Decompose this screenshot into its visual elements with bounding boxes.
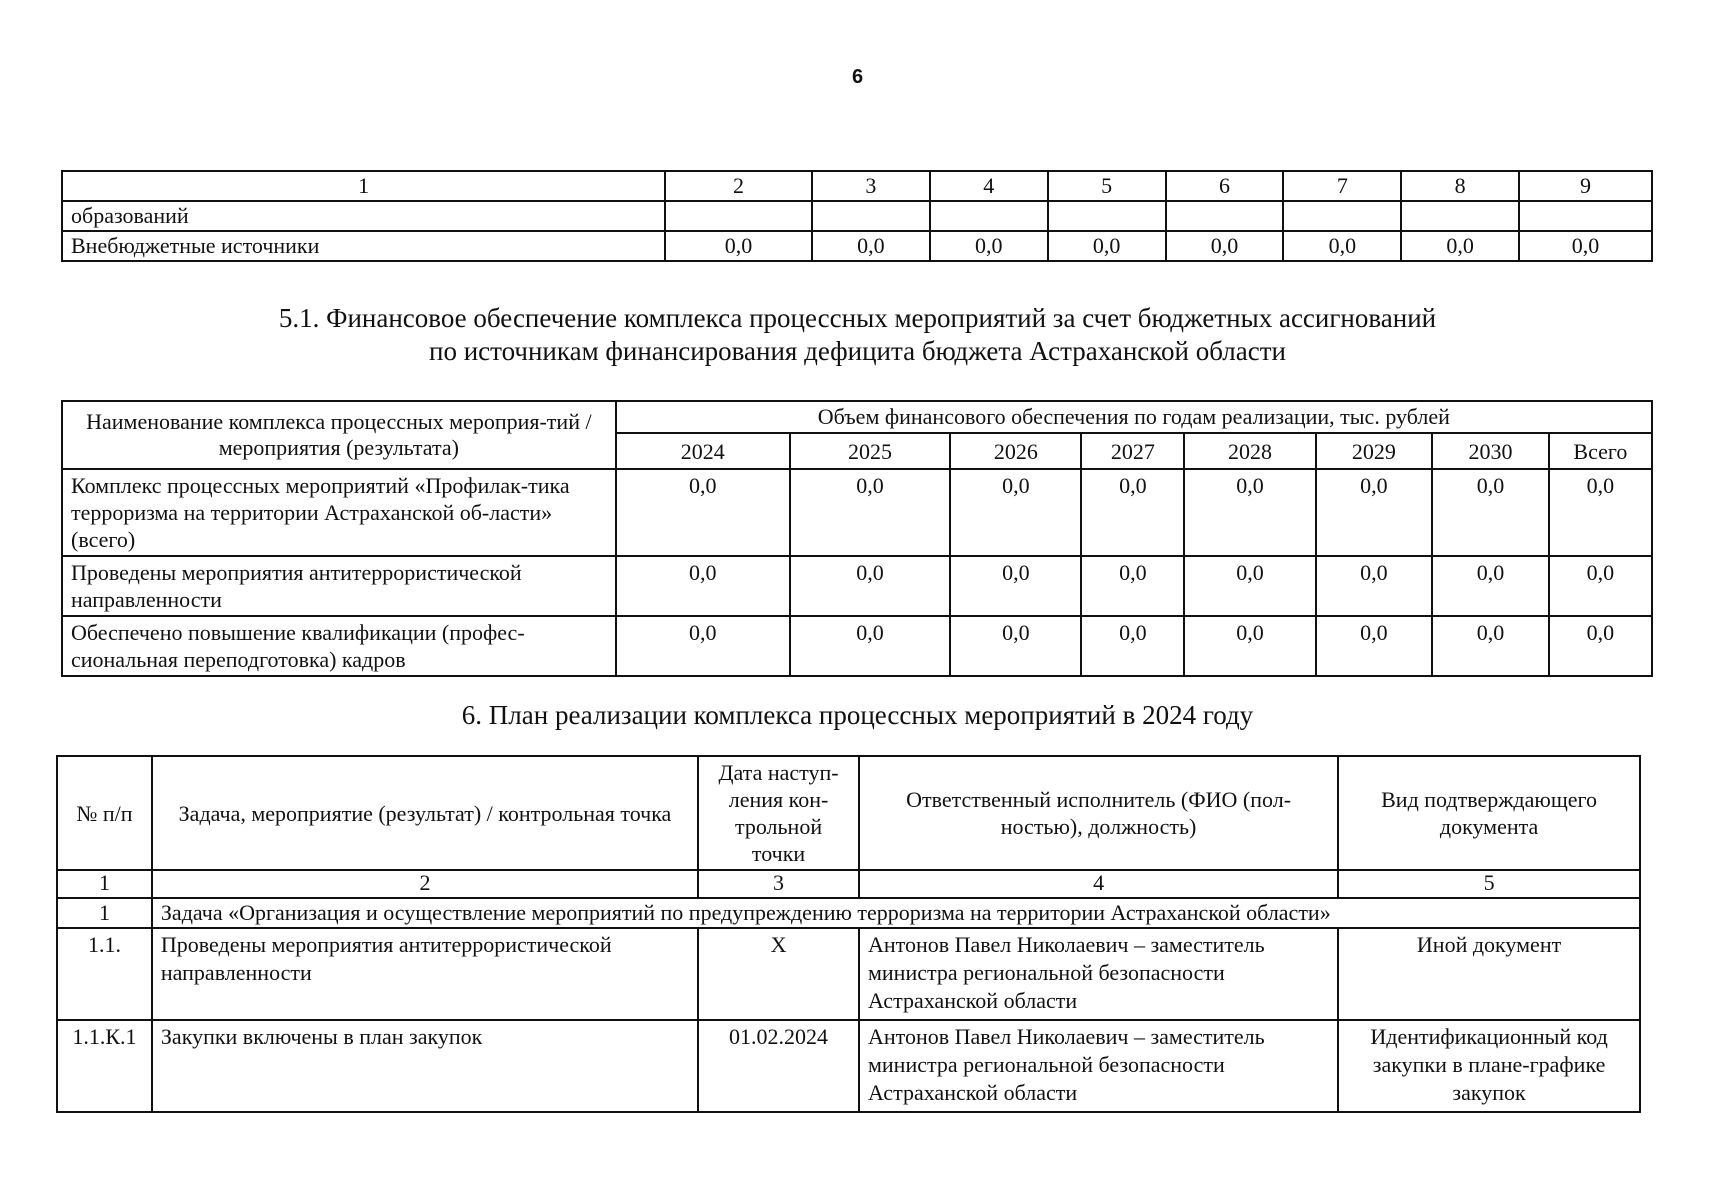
document-column-header: Вид подтверждающего документа [1338, 756, 1640, 870]
table-row [62, 469, 1652, 556]
cell-value: 0,0 [616, 556, 790, 616]
table-header-row [62, 171, 1652, 201]
cell-value: 0,0 [812, 231, 930, 261]
section-51-heading [0, 302, 1715, 368]
cell-value: 0,0 [1081, 616, 1184, 676]
row-label: Внебюджетные источники [62, 231, 665, 261]
row-date: X [698, 928, 859, 1020]
cell-value: 0,0 [790, 556, 950, 616]
row-task: Закупки включены в план закупок [152, 1020, 698, 1112]
row-executor: Антонов Павел Николаевич – заместитель министра региональной безопасности Астраханской области [859, 928, 1338, 1020]
row-name: Проведены мероприятия антитеррористической направленности [62, 556, 616, 616]
cell-value: 0,0 [616, 469, 790, 556]
table-row [57, 1020, 1640, 1112]
cell-value: 0,0 [1081, 469, 1184, 556]
num-column-header: № п/п [57, 756, 152, 870]
cell-value [1166, 201, 1284, 231]
column-number: 4 [859, 870, 1338, 898]
year-header: 2027 [1081, 433, 1184, 469]
cell-value: 0,0 [1432, 469, 1549, 556]
table-row [62, 616, 1652, 676]
cell-value [665, 201, 812, 231]
row-executor: Антонов Павел Николаевич – заместитель министра региональной безопасности Астраханской области [859, 1020, 1338, 1112]
column-index-row [57, 870, 1640, 898]
section-51-heading-line: 5.1. Финансовое обеспечение комплекса процессных мероприятий за счет бюджетных ассигнований [278, 303, 1437, 333]
cell-value: 0,0 [1081, 556, 1184, 616]
cell-value: 0,0 [1166, 231, 1284, 261]
year-header: 2026 [950, 433, 1081, 469]
total-header: Всего [1549, 433, 1652, 469]
cell-value: 0,0 [1316, 616, 1433, 676]
task-column-header: Задача, мероприятие (результат) / контрольная точка [152, 756, 698, 870]
cell-value: 0,0 [1184, 556, 1315, 616]
page-number: 6 [851, 66, 864, 88]
cell-value: 0,0 [1549, 616, 1652, 676]
cell-value: 0,0 [1316, 556, 1433, 616]
year-header: 2030 [1432, 433, 1549, 469]
section-6-heading: 6. План реализации комплекса процессных мероприятий в 2024 году [461, 700, 1254, 730]
table-header-row [57, 756, 1640, 870]
row-label: образований [62, 201, 665, 231]
row-document: Идентификационный код закупки в плане-графике закупок [1338, 1020, 1640, 1112]
cell-value: 0,0 [790, 616, 950, 676]
cell-value: 0,0 [1283, 231, 1401, 261]
year-header: 2024 [616, 433, 790, 469]
cell-value: 0,0 [1048, 231, 1166, 261]
implementation-plan-table [56, 755, 1641, 1113]
cell-value: 0,0 [1432, 616, 1549, 676]
table-row [62, 201, 1652, 231]
row-document: Иной документ [1338, 928, 1640, 1020]
row-name: Комплекс процессных мероприятий «Профилак-тика терроризма на территории Астраханской об-ласти» (всего) [62, 469, 616, 556]
cell-value: 0,0 [790, 469, 950, 556]
column-number: 2 [152, 870, 698, 898]
cell-value: 0,0 [1432, 556, 1549, 616]
cell-value: 0,0 [1184, 469, 1315, 556]
cell-value: 0,0 [616, 616, 790, 676]
cell-value: 0,0 [1519, 231, 1652, 261]
cell-value [1283, 201, 1401, 231]
row-number: 1.1. [57, 928, 152, 1020]
year-header: 2029 [1316, 433, 1433, 469]
row-task: Проведены мероприятия антитеррористической направленности [152, 928, 698, 1020]
cell-value [1401, 201, 1519, 231]
column-number: 3 [812, 171, 930, 201]
cell-value: 0,0 [950, 616, 1081, 676]
column-number: 1 [62, 171, 665, 201]
task-text: Задача «Организация и осуществление мероприятий по предупреждению терроризма на территории Астраханской области» [152, 898, 1640, 928]
table-row [62, 231, 1652, 261]
executor-column-header: Ответственный исполнитель (ФИО (пол-ностью), должность) [859, 756, 1338, 870]
row-date: 01.02.2024 [698, 1020, 859, 1112]
cell-value: 0,0 [1316, 469, 1433, 556]
date-column-header: Дата наступ-ления кон-трольной точки [698, 756, 859, 870]
column-number: 2 [665, 171, 812, 201]
column-number: 1 [57, 870, 152, 898]
cell-value: 0,0 [1401, 231, 1519, 261]
cell-value [930, 201, 1048, 231]
column-number: 4 [930, 171, 1048, 201]
column-number: 7 [1283, 171, 1401, 201]
column-number: 8 [1401, 171, 1519, 201]
task-row [57, 898, 1640, 928]
column-number: 5 [1338, 870, 1640, 898]
cell-value [1048, 201, 1166, 231]
row-name: Обеспечено повышение квалификации (профес-сиональная переподготовка) кадров [62, 616, 616, 676]
cell-value: 0,0 [1184, 616, 1315, 676]
cell-value [1519, 201, 1652, 231]
cell-value: 0,0 [930, 231, 1048, 261]
table-row [57, 928, 1640, 1020]
volume-column-header: Объем финансового обеспечения по годам реализации, тыс. рублей [616, 401, 1652, 433]
table-header-row [62, 401, 1652, 433]
task-number: 1 [57, 898, 152, 928]
name-column-header: Наименование комплекса процессных мероприя-тий / мероприятия (результата) [62, 401, 616, 469]
column-number: 9 [1519, 171, 1652, 201]
year-header: 2025 [790, 433, 950, 469]
column-number: 6 [1166, 171, 1284, 201]
funding-continuation-table [61, 170, 1653, 262]
cell-value: 0,0 [1549, 469, 1652, 556]
cell-value: 0,0 [1549, 556, 1652, 616]
section-51-heading-line: по источникам финансирования дефицита бюджета Астраханской области [429, 336, 1286, 366]
cell-value: 0,0 [950, 469, 1081, 556]
column-number: 5 [1048, 171, 1166, 201]
row-number: 1.1.К.1 [57, 1020, 152, 1112]
year-header: 2028 [1184, 433, 1315, 469]
table-row [62, 556, 1652, 616]
cell-value: 0,0 [950, 556, 1081, 616]
cell-value: 0,0 [665, 231, 812, 261]
financing-by-years-table [61, 400, 1653, 677]
column-number: 3 [698, 870, 859, 898]
cell-value [812, 201, 930, 231]
